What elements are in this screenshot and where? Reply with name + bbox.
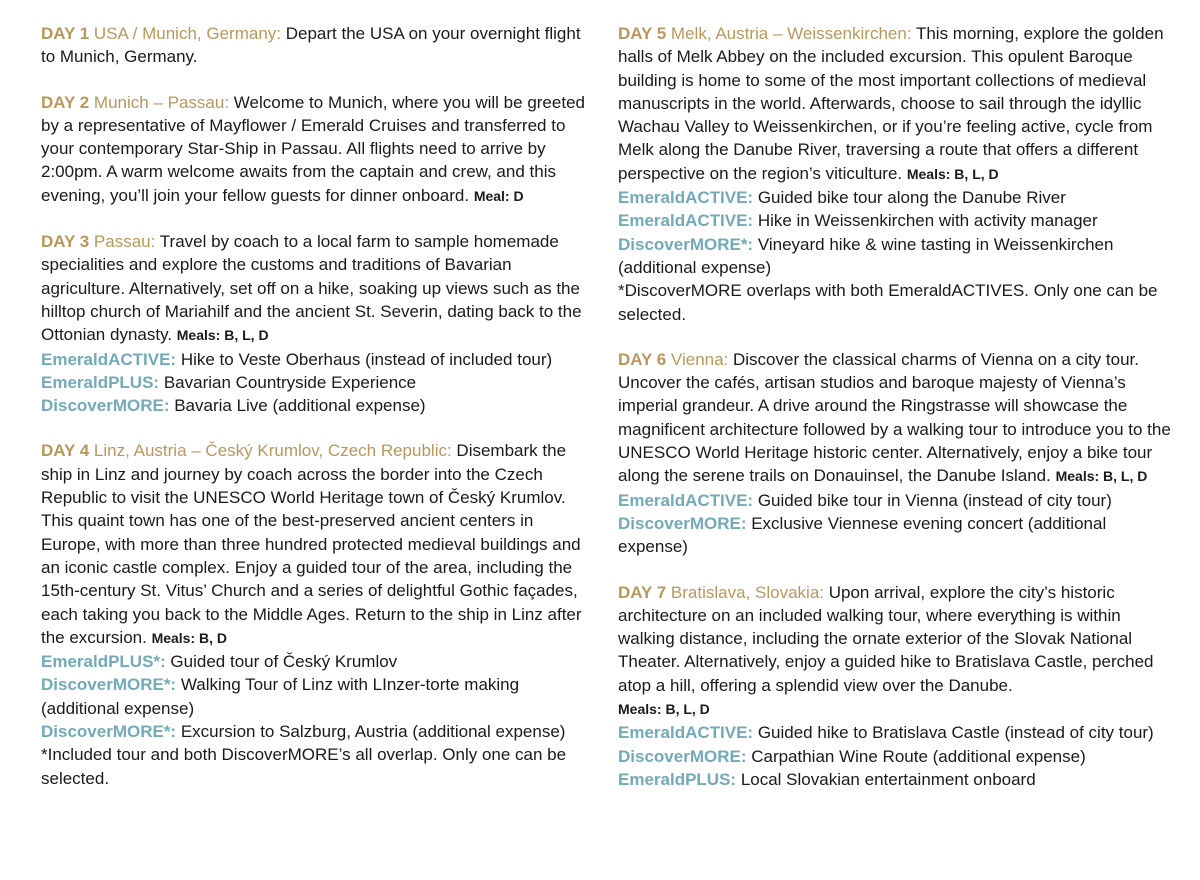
day-5-footnote: *DiscoverMORE overlaps with both EmeraldACTIVES. Only one can be selected. xyxy=(618,281,1158,324)
option-text: Hike to Veste Oberhaus (instead of included tour) xyxy=(176,349,553,369)
option-text: Hike in Weissenkirchen with activity manager xyxy=(753,211,1098,231)
day-3-paragraph xyxy=(41,230,589,347)
option-tag: EmeraldACTIVE: xyxy=(618,188,754,208)
option-text: Guided tour of Český Krumlov xyxy=(165,652,398,672)
option-text: Excursion to Salzburg, Austria (additional expense) xyxy=(176,722,566,742)
day-7-location: Bratislava, Slovakia: xyxy=(666,582,824,602)
day-4-option-3 xyxy=(41,720,589,743)
option-tag: DiscoverMORE*: xyxy=(618,234,754,254)
option-tag: DiscoverMORE: xyxy=(618,513,747,533)
day-2-paragraph xyxy=(41,91,589,208)
day-6-number: DAY 6 xyxy=(618,349,667,369)
option-text: Exclusive Viennese evening concert (additional expense) xyxy=(618,513,1107,557)
option-tag: EmeraldPLUS: xyxy=(41,372,160,392)
day-6-option-2 xyxy=(618,512,1178,559)
day-5 xyxy=(618,22,1178,326)
day-3 xyxy=(41,230,589,417)
day-5-option-1 xyxy=(618,186,1178,209)
day-7-paragraph xyxy=(618,581,1178,722)
day-1-description: Depart the USA on your overnight flight to Munich, Germany. xyxy=(41,24,581,67)
option-tag: DiscoverMORE*: xyxy=(41,722,177,742)
day-3-location: Passau: xyxy=(89,232,156,252)
day-7-option-2 xyxy=(618,745,1178,768)
day-4-option-1 xyxy=(41,650,589,673)
day-7-option-3 xyxy=(618,768,1178,791)
option-tag: EmeraldPLUS: xyxy=(618,769,737,789)
day-2 xyxy=(41,91,589,208)
option-tag: DiscoverMORE*: xyxy=(41,675,177,695)
day-6-meals: Meals: B, L, D xyxy=(1055,468,1148,485)
option-text: Walking Tour of Linz with LInzer-torte making (additional expense) xyxy=(41,675,520,718)
itinerary-left-column xyxy=(41,22,589,812)
day-7-number: DAY 7 xyxy=(618,582,667,602)
day-2-description: Welcome to Munich, where you will be greeted by a representative of Mayflower / Emerald Cruises and transferred to your contemporary Star-Ship in Passau. All flights need to arrive by 2:00pm. A warm welcome awaits from the captain and crew, and this evening, you’ll join your fellow guests for dinner onboard. xyxy=(41,92,585,205)
day-5-option-2 xyxy=(618,209,1178,232)
option-tag: EmeraldACTIVE: xyxy=(618,490,754,510)
day-4-description: Disembark the ship in Linz and journey by coach across the border into the Czech Republic to visit the UNESCO World Heritage town of Český Krumlov. This quaint town has one of the best-preserved ancient centers in Europe, with more than three hundred protected medieval buildings and an iconic castle complex. Enjoy a guided tour of the area, including the 15th-century St. Vitus’ Church and a series of delightful Gothic façades, each taking you back to the Middle Ages. Return to the ship in Linz after the excursion. xyxy=(41,441,582,647)
day-3-meals: Meals: B, L, D xyxy=(176,327,269,344)
day-7-option-1 xyxy=(618,721,1178,744)
day-5-option-3 xyxy=(618,233,1178,280)
option-text: Local Slovakian entertainment onboard xyxy=(736,769,1036,789)
option-text: Guided bike tour along the Danube River xyxy=(753,188,1066,208)
option-tag: EmeraldPLUS*: xyxy=(41,652,166,672)
option-text: Vineyard hike & wine tasting in Weissenkirchen (additional expense) xyxy=(618,234,1114,277)
day-1 xyxy=(41,22,589,69)
day-4-meals: Meals: B, D xyxy=(151,629,228,646)
day-2-number: DAY 2 xyxy=(41,92,90,112)
day-4-paragraph xyxy=(41,439,589,650)
day-6-option-1 xyxy=(618,489,1178,512)
day-5-meals: Meals: B, L, D xyxy=(906,165,999,182)
day-1-location: USA / Munich, Germany: xyxy=(89,24,281,43)
option-tag: EmeraldACTIVE: xyxy=(41,349,177,369)
day-7-description: Upon arrival, explore the city’s historic architecture on an included walking tour, where everything is within walking distance, including the ornate exterior of the Slovak National Theater. Alternatively, enjoy a guided hike to Bratislava Castle, perched atop a hill, offering a splendid view over the Danube. xyxy=(618,582,1154,695)
day-1-number: DAY 1 xyxy=(41,24,90,43)
day-4 xyxy=(41,439,589,789)
option-tag: EmeraldACTIVE: xyxy=(618,723,754,743)
day-3-option-3 xyxy=(41,394,589,417)
day-4-number: DAY 4 xyxy=(41,441,90,461)
option-text: Bavarian Countryside Experience xyxy=(159,372,417,392)
day-3-description: Travel by coach to a local farm to sample homemade specialities and explore the customs and traditions of Bavarian agriculture. Alternatively, set off on a hike, soaking up views such as the hilltop church of Mariahilf and the ancient St. Severin, dating back to the Ottonian dynasty. xyxy=(41,232,582,345)
option-tag: DiscoverMORE: xyxy=(618,746,747,766)
day-6 xyxy=(618,348,1178,559)
day-6-location: Vienna: xyxy=(666,349,729,369)
day-4-option-2 xyxy=(41,673,589,720)
option-text: Guided hike to Bratislava Castle (instead of city tour) xyxy=(753,723,1154,743)
option-text: Bavaria Live (additional expense) xyxy=(169,396,426,416)
day-4-footnote: *Included tour and both DiscoverMORE’s all overlap. Only one can be selected. xyxy=(41,745,567,788)
day-6-description: Discover the classical charms of Vienna on a city tour. Uncover the cafés, artisan studios and baroque majesty of Vienna’s imperial grandeur. A drive around the Ringstrasse will showcase the magnificent architecture followed by a walking tour to introduce you to the UNESCO World Heritage historic center. Alternatively, enjoy a bike tour along the serene trails on Donauinsel, the Danube Island. xyxy=(618,349,1171,486)
day-3-option-1 xyxy=(41,348,589,371)
day-5-location: Melk, Austria – Weissenkirchen: xyxy=(666,24,912,43)
option-tag: EmeraldACTIVE: xyxy=(618,211,754,231)
option-text: Carpathian Wine Route (additional expense) xyxy=(746,746,1086,766)
day-3-option-2 xyxy=(41,371,589,394)
day-7 xyxy=(618,581,1178,792)
option-tag: DiscoverMORE: xyxy=(41,396,170,416)
itinerary-right-column xyxy=(618,22,1178,813)
day-2-location: Munich – Passau: xyxy=(89,92,230,112)
day-5-description: This morning, explore the golden halls of Melk Abbey on the included excursion. This opulent Baroque building is home to some of the most important collections of medieval manuscripts in the world. Afterwards, choose to sail through the idyllic Wachau Valley to Weissenkirchen, or if you’re feeling active, cycle from Melk along the Danube River, traversing a route that offers a different perspective on the region’s viticulture. xyxy=(618,24,1164,183)
day-3-number: DAY 3 xyxy=(41,232,90,252)
day-5-number: DAY 5 xyxy=(618,24,667,43)
day-1-paragraph xyxy=(41,22,589,69)
option-text: Guided bike tour in Vienna (instead of city tour) xyxy=(753,490,1112,510)
day-5-paragraph xyxy=(618,22,1178,186)
day-6-paragraph xyxy=(618,348,1178,489)
day-2-meals: Meal: D xyxy=(473,187,524,204)
day-4-location: Linz, Austria – Český Krumlov, Czech Republic: xyxy=(89,441,452,461)
day-7-meals: Meals: B, L, D xyxy=(618,701,710,718)
